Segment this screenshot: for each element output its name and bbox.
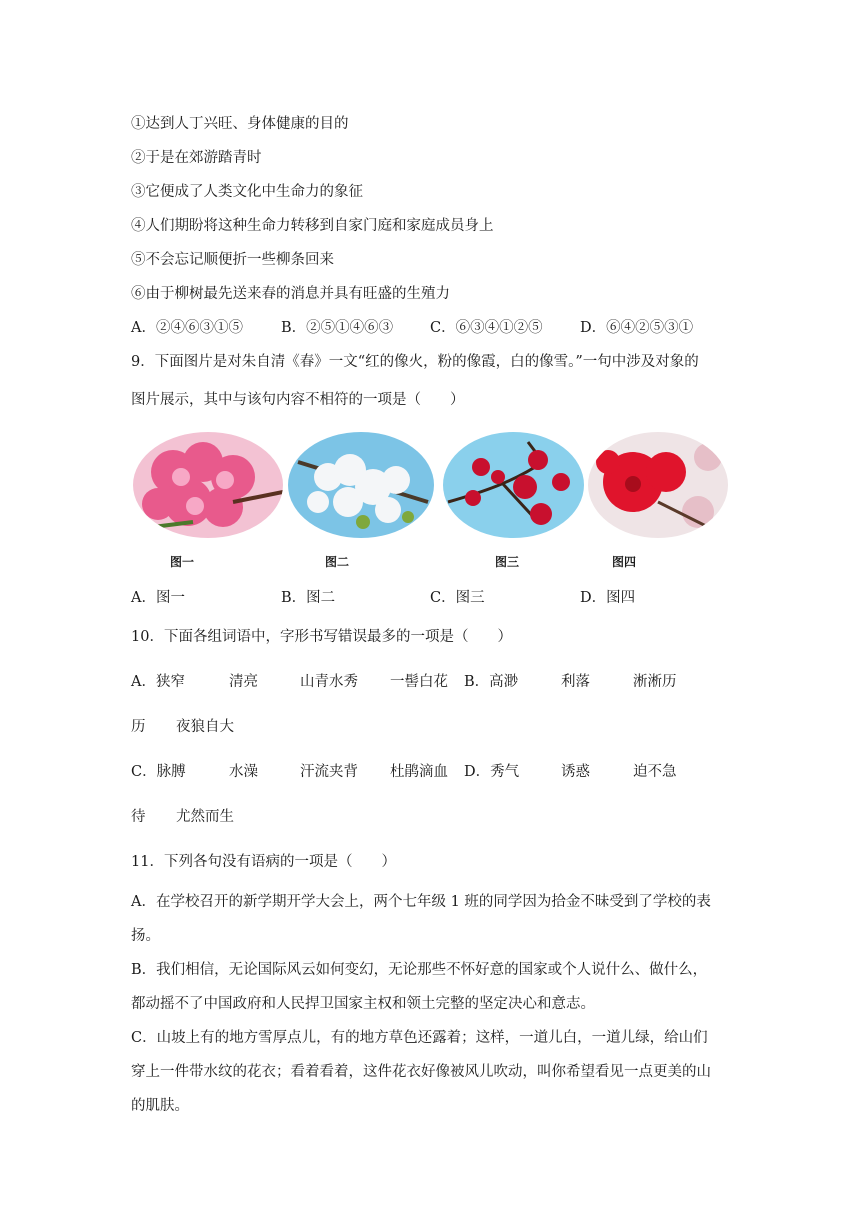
peach-blossom-image xyxy=(133,432,283,538)
q10-word: 夜狼自大 xyxy=(176,719,234,735)
q10-word: D．秀气 xyxy=(464,764,520,780)
caption-figure-3: 图三 xyxy=(495,555,520,569)
pear-blossom-image xyxy=(288,432,434,538)
q10-word: B．高渺 xyxy=(464,674,519,690)
q10-stem: 10．下面各组词语中，字形书写错误最多的一项是（ ） xyxy=(131,629,512,645)
sentence-1: ①达到人丁兴旺、身体健康的目的 xyxy=(131,116,349,132)
crabapple-blossom-image xyxy=(588,432,728,538)
q8-option-d: D．⑥④②⑤③① xyxy=(580,320,694,336)
q10-word: 山青水秀 xyxy=(300,674,358,690)
sentence-3: ③它便成了人类文化中生命力的象征 xyxy=(131,184,363,200)
q11-option-b-line2: 都动摇不了中国政府和人民捍卫国家主权和领土完整的坚定决心和意志。 xyxy=(131,996,595,1012)
q10-word: 淅淅历 xyxy=(633,674,677,690)
plum-blossom-image xyxy=(443,432,584,538)
q10-word: 杜鹃滴血 xyxy=(390,764,448,780)
q10-word: 清亮 xyxy=(229,674,258,690)
q11-option-c-line1: C．山坡上有的地方雪厚点儿，有的地方草色还露着；这样，一道儿白，一道儿绿，给山们 xyxy=(131,1030,708,1046)
sentence-2: ②于是在郊游踏青时 xyxy=(131,150,262,166)
q10-word: 尤然而生 xyxy=(176,809,234,825)
sentence-6: ⑥由于柳树最先送来春的消息并具有旺盛的生殖力 xyxy=(131,286,450,302)
q10-word: 一髻白花 xyxy=(390,674,448,690)
q9-option-b: B．图二 xyxy=(281,590,336,606)
q11-option-b-line1: B．我们相信，无论国际风云如何变幻，无论那些不怀好意的国家或个人说什么、做什么， xyxy=(131,962,708,978)
q8-option-a: A．②④⑥③①⑤ xyxy=(131,320,243,336)
q10-word: 待 xyxy=(131,809,146,825)
q9-stem-line1: 9．下面图片是对朱自清《春》一文“红的像火，粉的像霞，白的像雪。”一句中涉及对象的 xyxy=(131,354,699,370)
q10-word: 迫不急 xyxy=(633,764,677,780)
q10-word: 历 xyxy=(131,719,146,735)
q10-word: 利落 xyxy=(561,674,590,690)
q11-option-a-line2: 扬。 xyxy=(131,928,160,944)
q10-word: 汗流夹背 xyxy=(300,764,358,780)
q11-stem: 11．下列各句没有语病的一项是（ ） xyxy=(131,854,396,870)
sentence-4: ④人们期盼将这种生命力转移到自家门庭和家庭成员身上 xyxy=(131,218,494,234)
caption-figure-2: 图二 xyxy=(325,555,350,569)
q11-option-a-line1: A．在学校召开的新学期开学大会上，两个七年级 1 班的同学因为拾金不昧受到了学校的表 xyxy=(131,894,711,910)
q9-option-c: C．图三 xyxy=(430,590,485,606)
q8-option-c: C．⑥③④①②⑤ xyxy=(430,320,543,336)
q9-stem-line2: 图片展示，其中与该句内容不相符的一项是（ ） xyxy=(131,392,465,408)
q10-word: C．脉膊 xyxy=(131,764,186,780)
caption-figure-4: 图四 xyxy=(612,555,637,569)
q8-option-b: B．②⑤①④⑥③ xyxy=(281,320,394,336)
q9-option-d: D．图四 xyxy=(580,590,636,606)
q11-option-c-line2: 穿上一件带水纹的花衣；看着看着，这件花衣好像被风儿吹动，叫你希望看见一点更美的山 xyxy=(131,1064,711,1080)
q10-word: 诱惑 xyxy=(561,764,590,780)
caption-figure-1: 图一 xyxy=(170,555,195,569)
sentence-5: ⑤不会忘记顺便折一些柳条回来 xyxy=(131,252,334,268)
q10-word: A．狭窄 xyxy=(131,674,185,690)
q10-word: 水澡 xyxy=(229,764,258,780)
q11-option-c-line3: 的肌肤。 xyxy=(131,1098,189,1114)
q9-option-a: A．图一 xyxy=(131,590,185,606)
